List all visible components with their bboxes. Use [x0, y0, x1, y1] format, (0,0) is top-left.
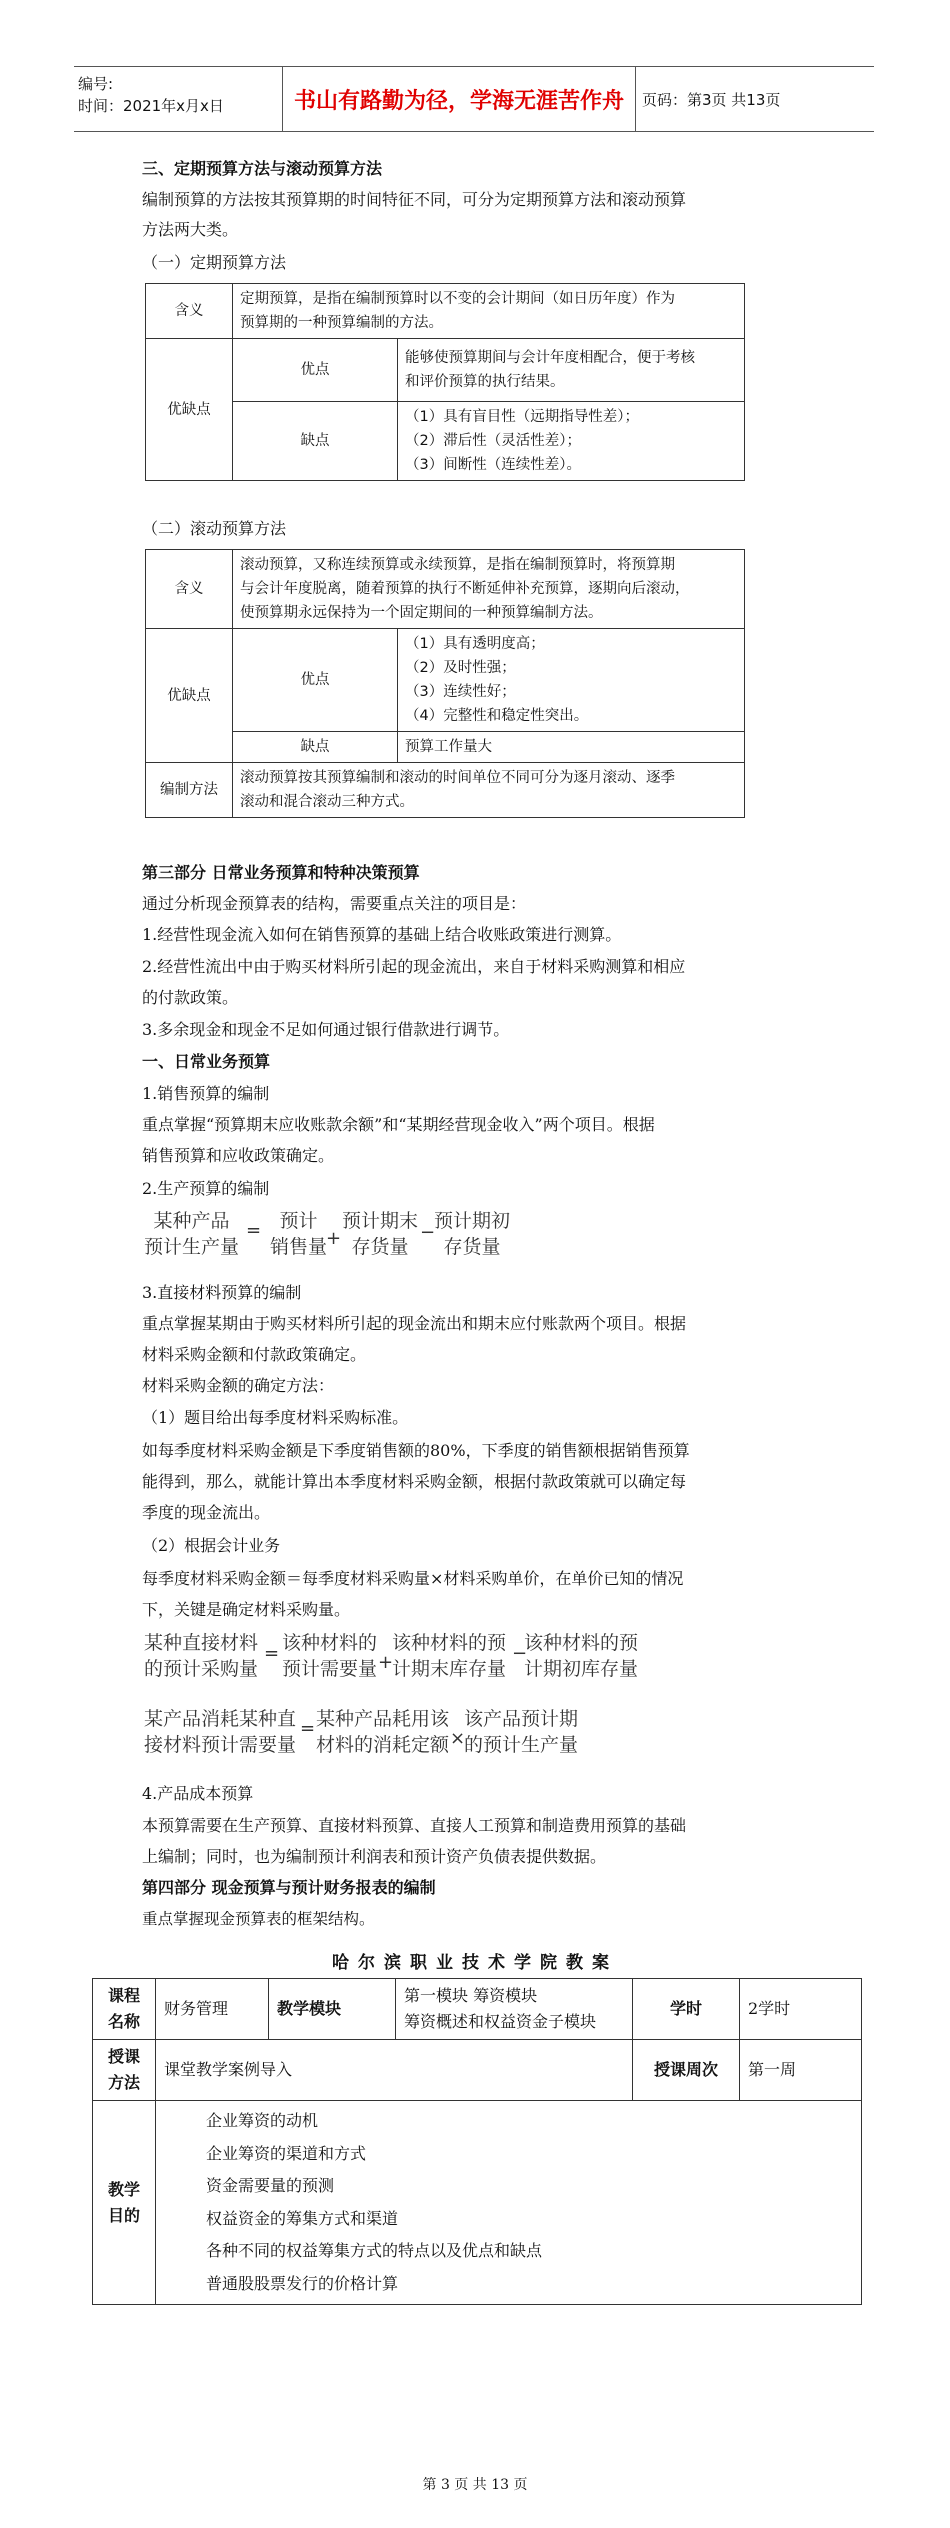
- table-cell: 教学模块: [269, 1979, 396, 2040]
- formula-numerator: 某产品消耗某种直: [144, 1708, 297, 1730]
- cell-line: （4）完整性和稳定性突出。: [405, 708, 589, 724]
- formula-denominator: 接材料预计需要量: [144, 1734, 297, 1756]
- table-cell: [93, 2040, 156, 2101]
- cell-line: 第一模块 筹资模块: [404, 1986, 538, 2005]
- formula-numerator: 某种产品: [153, 1210, 230, 1232]
- paragraph: 本预算需要在生产预算、直接材料预算、直接人工预算和制造费用预算的基础: [142, 1816, 687, 1835]
- paragraph: 销售预算和应收政策确定。: [142, 1146, 335, 1165]
- table-cell: [398, 402, 745, 481]
- formula-denominator: 存货量: [443, 1236, 501, 1258]
- cell-line: （1）具有盲目性（远期指导性差）；: [405, 409, 639, 425]
- table-cell: 第一周: [740, 2040, 862, 2101]
- equals-sign: =: [246, 1220, 262, 1241]
- paragraph: 4.产品成本预算: [142, 1784, 254, 1803]
- paragraph: 能得到，那么，就能计算出本季度材料采购金额，根据付款政策就可以确定每: [142, 1472, 687, 1491]
- paragraph: 3.直接材料预算的编制: [142, 1283, 302, 1302]
- subsection-heading: （一）定期预算方法: [142, 253, 287, 272]
- minus-sign: −: [512, 1643, 528, 1664]
- cell-line: （3）连续性好；: [405, 684, 516, 700]
- formula-denominator: 预计生产量: [144, 1236, 240, 1258]
- table-cell: 财务管理: [156, 1979, 269, 2040]
- formula-numerator: 该种材料的预: [392, 1632, 507, 1654]
- paragraph: 重点掌握“预算期末应收账款余额”和“某期经营现金收入”两个项目。根据: [142, 1115, 655, 1134]
- formula-term: [524, 1630, 638, 1682]
- cell-line: （3）间断性（连续性差）。: [405, 457, 581, 473]
- table-cell: 缺点: [233, 732, 398, 763]
- equals-sign: =: [264, 1643, 280, 1664]
- table-cell: [93, 1979, 156, 2040]
- table-cell: [233, 763, 745, 818]
- formula-denominator: 材料的消耗定额: [316, 1734, 450, 1756]
- formula-numerator: 预计期末: [342, 1210, 419, 1232]
- section-heading: 一、日常业务预算: [142, 1052, 271, 1071]
- paragraph: 编制预算的方法按其预算期的时间特征不同，可分为定期预算方法和滚动预算: [142, 190, 687, 209]
- cell-line: 与会计年度脱离，随着预算的执行不断延伸补充预算，逐期向后滚动，: [240, 581, 690, 597]
- paragraph: 1.经营性现金流入如何在销售预算的基础上结合收账政策进行测算。: [142, 925, 622, 944]
- paragraph: 2.经营性流出中由于购买材料所引起的现金流出，来自于材料采购测算和相应: [142, 957, 686, 976]
- table-row: [146, 339, 745, 402]
- list-item: 普通股股票发行的价格计算: [206, 2273, 399, 2293]
- table-row: [93, 2040, 862, 2101]
- cell-line: 滚动和混合滚动三种方式。: [240, 794, 414, 810]
- table-cell: 含义: [146, 550, 233, 629]
- table-cell: [233, 284, 745, 339]
- paragraph: 每季度材料采购金额＝每季度材料采购量×材料采购单价，在单价已知的情况: [142, 1569, 684, 1588]
- paragraph: 通过分析现金预算表的结构，需要重点关注的项目是：: [142, 894, 527, 913]
- lesson-plan-title: 哈尔滨职业技术学院教案: [332, 1953, 618, 1973]
- table-row: [146, 402, 745, 481]
- formula-denominator: 销售量: [270, 1236, 328, 1258]
- table-cell: 优缺点: [146, 629, 233, 763]
- cell-line: 使预算期永远保持为一个固定期间的一种预算编制方法。: [240, 605, 603, 621]
- table-cell: [398, 339, 745, 402]
- cell-line: （1）具有透明度高；: [405, 636, 545, 652]
- table-row: [146, 763, 745, 818]
- cell-line: 预算期的一种预算编制的方法。: [240, 315, 443, 331]
- formula-term: [144, 1706, 296, 1758]
- section-heading: 三、定期预算方法与滚动预算方法: [142, 159, 383, 178]
- paragraph: （1）题目给出每季度材料采购标准。: [142, 1408, 409, 1427]
- table-row: [146, 629, 745, 732]
- table-cell: 课堂教学案例导入: [156, 2040, 633, 2101]
- formula-numerator: 该种材料的预: [524, 1632, 639, 1654]
- header-meta: [74, 67, 283, 131]
- number-label: 编号:: [78, 75, 114, 93]
- header-motto: 书山有路勤为径，学海无涯苦作舟: [283, 67, 636, 131]
- formula-term: [342, 1208, 418, 1260]
- table-cell: 预算工作量大: [398, 732, 745, 763]
- part-heading: 第四部分 现金预算与预计财务报表的编制: [142, 1878, 436, 1897]
- formula-denominator: 预计需要量: [282, 1658, 378, 1680]
- page-footer: 第 3 页 共 13 页: [422, 2477, 528, 2493]
- list-item: 资金需要量的预测: [206, 2176, 335, 2195]
- table-row: [146, 732, 745, 763]
- formula-term: [270, 1208, 327, 1260]
- cell-line: 和评价预算的执行结果。: [405, 374, 565, 390]
- times-sign: ×: [450, 1728, 466, 1749]
- formula-term: [464, 1706, 578, 1758]
- formula-denominator: 计期末库存量: [392, 1658, 507, 1680]
- formula-denominator: 计期初库存量: [524, 1658, 639, 1680]
- table-cell: 授课周次: [633, 2040, 740, 2101]
- list-item: 权益资金的筹集方式和渠道: [206, 2208, 399, 2228]
- paragraph: 如每季度材料采购金额是下季度销售额的80%，下季度的销售额根据销售预算: [142, 1441, 690, 1460]
- formula-term: [434, 1208, 510, 1260]
- table-cell: [398, 629, 745, 732]
- table-cell: [156, 2101, 862, 2305]
- formula-numerator: 某种产品耗用该: [316, 1708, 450, 1730]
- cell-line: 课程: [107, 1986, 140, 2005]
- rolling-budget-table: [145, 549, 745, 818]
- formula-term: [282, 1630, 377, 1682]
- paragraph: 重点掌握某期由于购买材料所引起的现金流出和期末应付账款两个项目。根据: [142, 1314, 687, 1333]
- cell-line: 目的: [107, 2205, 140, 2225]
- cell-line: 滚动预算按其预算编制和滚动的时间单位不同可分为逐月滚动、逐季: [240, 770, 675, 786]
- formula-term: [392, 1630, 506, 1682]
- paragraph: （2）根据会计业务: [142, 1536, 281, 1555]
- table-row: [93, 1979, 862, 2040]
- paragraph: 材料采购金额的确定方法：: [142, 1376, 335, 1395]
- formula-numerator: 预计期初: [434, 1210, 511, 1232]
- formula-numerator: 该产品预计期: [464, 1708, 579, 1730]
- fixed-budget-table: [145, 283, 745, 481]
- paragraph: 材料采购金额和付款政策确定。: [142, 1345, 367, 1364]
- table-row: [93, 2101, 862, 2305]
- formula-numerator: 预计: [279, 1210, 318, 1232]
- cell-line: 授课: [107, 2047, 140, 2066]
- paragraph: 1.销售预算的编制: [142, 1084, 270, 1103]
- formula-term: [144, 1208, 239, 1260]
- list-item: 企业筹资的动机: [206, 2111, 319, 2130]
- cell-line: 教学: [107, 2179, 140, 2199]
- lesson-plan-table: [92, 1978, 862, 2305]
- list-item: 各种不同的权益筹集方式的特点以及优点和缺点: [206, 2241, 543, 2260]
- cell-line: （2）及时性强；: [405, 660, 516, 676]
- equals-sign: =: [300, 1718, 316, 1739]
- formula-denominator: 存货量: [351, 1236, 409, 1258]
- table-cell: 优点: [233, 339, 398, 402]
- paragraph: 上编制；同时，也为编制预计利润表和预计资产负债表提供数据。: [142, 1847, 607, 1866]
- page-header: [74, 66, 874, 132]
- paragraph: 3.多余现金和现金不足如何通过银行借款进行调节。: [142, 1020, 510, 1039]
- part-heading: 第三部分 日常业务预算和特种决策预算: [142, 863, 420, 882]
- formula-denominator: 的预计生产量: [464, 1734, 579, 1756]
- paragraph: 季度的现金流出。: [142, 1503, 271, 1522]
- table-cell: 2学时: [740, 1979, 862, 2040]
- paragraph: 下，关键是确定材料采购量。: [142, 1600, 351, 1619]
- cell-line: 名称: [107, 2012, 140, 2031]
- cell-line: 方法: [107, 2073, 140, 2092]
- table-row: [146, 284, 745, 339]
- paragraph: 的付款政策。: [142, 988, 239, 1007]
- paragraph: 重点掌握现金预算表的框架结构。: [142, 1910, 375, 1928]
- formula-term: [316, 1706, 449, 1758]
- cell-line: （2）滞后性（灵活性差）；: [405, 433, 581, 449]
- subsection-heading: （二）滚动预算方法: [142, 519, 287, 538]
- table-cell: [93, 2101, 156, 2305]
- plus-sign: +: [378, 1652, 394, 1673]
- cell-line: 定期预算，是指在编制预算时以不变的会计期间（如日历年度）作为: [240, 291, 675, 307]
- formula-numerator: 某种直接材料: [144, 1632, 259, 1654]
- paragraph: 2.生产预算的编制: [142, 1179, 270, 1198]
- plus-sign: +: [326, 1228, 342, 1249]
- table-cell: 编制方法: [146, 763, 233, 818]
- time-label: 时间：2021年x月x日: [78, 97, 224, 115]
- table-row: [146, 550, 745, 629]
- table-cell: 学时: [633, 1979, 740, 2040]
- table-cell: 缺点: [233, 402, 398, 481]
- formula-denominator: 的预计采购量: [144, 1658, 259, 1680]
- table-cell: 含义: [146, 284, 233, 339]
- formula-term: [144, 1630, 258, 1682]
- cell-line: 筹资概述和权益资金子模块: [404, 2012, 597, 2031]
- header-page-label: 页码：第3页 共13页: [642, 90, 781, 109]
- paragraph: 方法两大类。: [142, 220, 239, 239]
- cell-line: 滚动预算，又称连续预算或永续预算，是指在编制预算时，将预算期: [240, 557, 675, 573]
- list-item: 企业筹资的渠道和方式: [206, 2143, 367, 2163]
- table-cell: [233, 550, 745, 629]
- minus-sign: −: [420, 1222, 436, 1243]
- table-cell: 优点: [233, 629, 398, 732]
- table-cell: [396, 1979, 633, 2040]
- formula-numerator: 该种材料的: [282, 1632, 378, 1654]
- cell-line: 能够使预算期间与会计年度相配合，便于考核: [405, 350, 695, 366]
- table-cell: 优缺点: [146, 339, 233, 481]
